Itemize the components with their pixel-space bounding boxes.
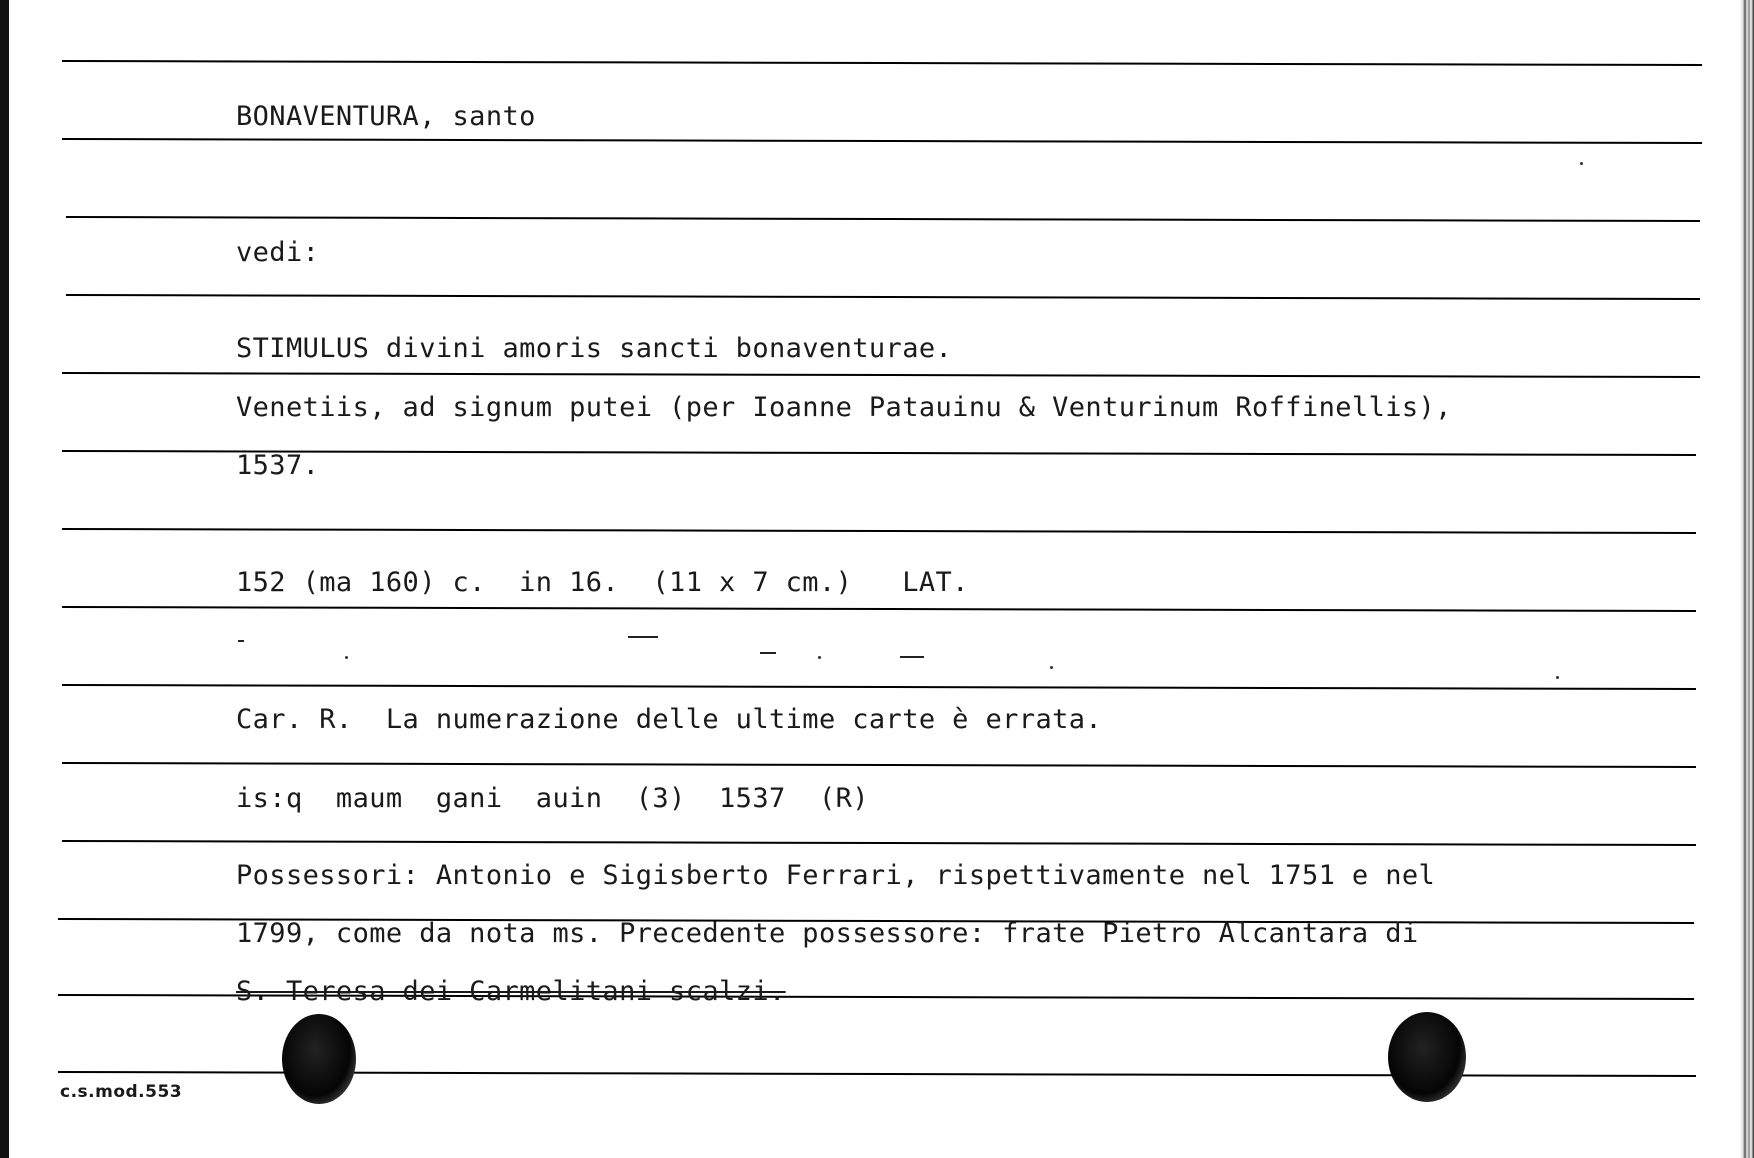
card-heading: BONAVENTURA, santo [236, 101, 536, 132]
faded-text-smudge [900, 656, 924, 658]
ruled-line [62, 840, 1696, 846]
ruled-line [62, 762, 1696, 768]
ruled-line [62, 528, 1696, 534]
form-code: c.s.mod.553 [60, 1082, 183, 1102]
imprint-line-1: Venetiis, ad signum putei (per Ioanne Patauinu & Venturinum Roffinellis), [236, 392, 1452, 423]
ruled-line [62, 372, 1700, 378]
faded-text-smudge [760, 652, 776, 654]
ruled-line [62, 684, 1696, 690]
ruled-line [66, 216, 1700, 222]
ruled-line [62, 138, 1702, 144]
punch-hole-left [282, 1014, 356, 1104]
ruled-line [62, 60, 1702, 66]
speck [345, 656, 348, 659]
card-right-edge [1740, 0, 1754, 1158]
speck [1556, 676, 1559, 679]
provenance-line-1: Possessori: Antonio e Sigisberto Ferrari, rispettivamente nel 1751 e nel [236, 860, 1436, 891]
provenance-line-2: 1799, come da nota ms. Precedente possessore: frate Pietro Alcantara di [236, 918, 1419, 949]
ruled-line [62, 606, 1696, 612]
faded-text-smudge [238, 640, 244, 642]
fingerprint: is:q maum gani auin (3) 1537 (R) [236, 783, 869, 814]
faded-text-smudge [628, 636, 658, 638]
card-left-edge [0, 0, 9, 1158]
ruled-line [66, 294, 1700, 300]
catalog-note: Car. R. La numerazione delle ultime carte è errata. [236, 704, 1103, 735]
speck [1580, 162, 1583, 165]
book-title: STIMULUS divini amoris sancti bonaventurae. [236, 333, 953, 364]
speck [1050, 666, 1053, 669]
collation: 152 (ma 160) c. in 16. (11 x 7 cm.) LAT. [236, 567, 969, 598]
see-label: vedi: [236, 237, 320, 268]
speck [818, 656, 821, 659]
imprint-line-2: 1537. [236, 450, 320, 481]
punch-hole-right [1388, 1012, 1466, 1102]
provenance-line-3: S. Teresa dei Carmelitani scalzi. [236, 976, 786, 1007]
